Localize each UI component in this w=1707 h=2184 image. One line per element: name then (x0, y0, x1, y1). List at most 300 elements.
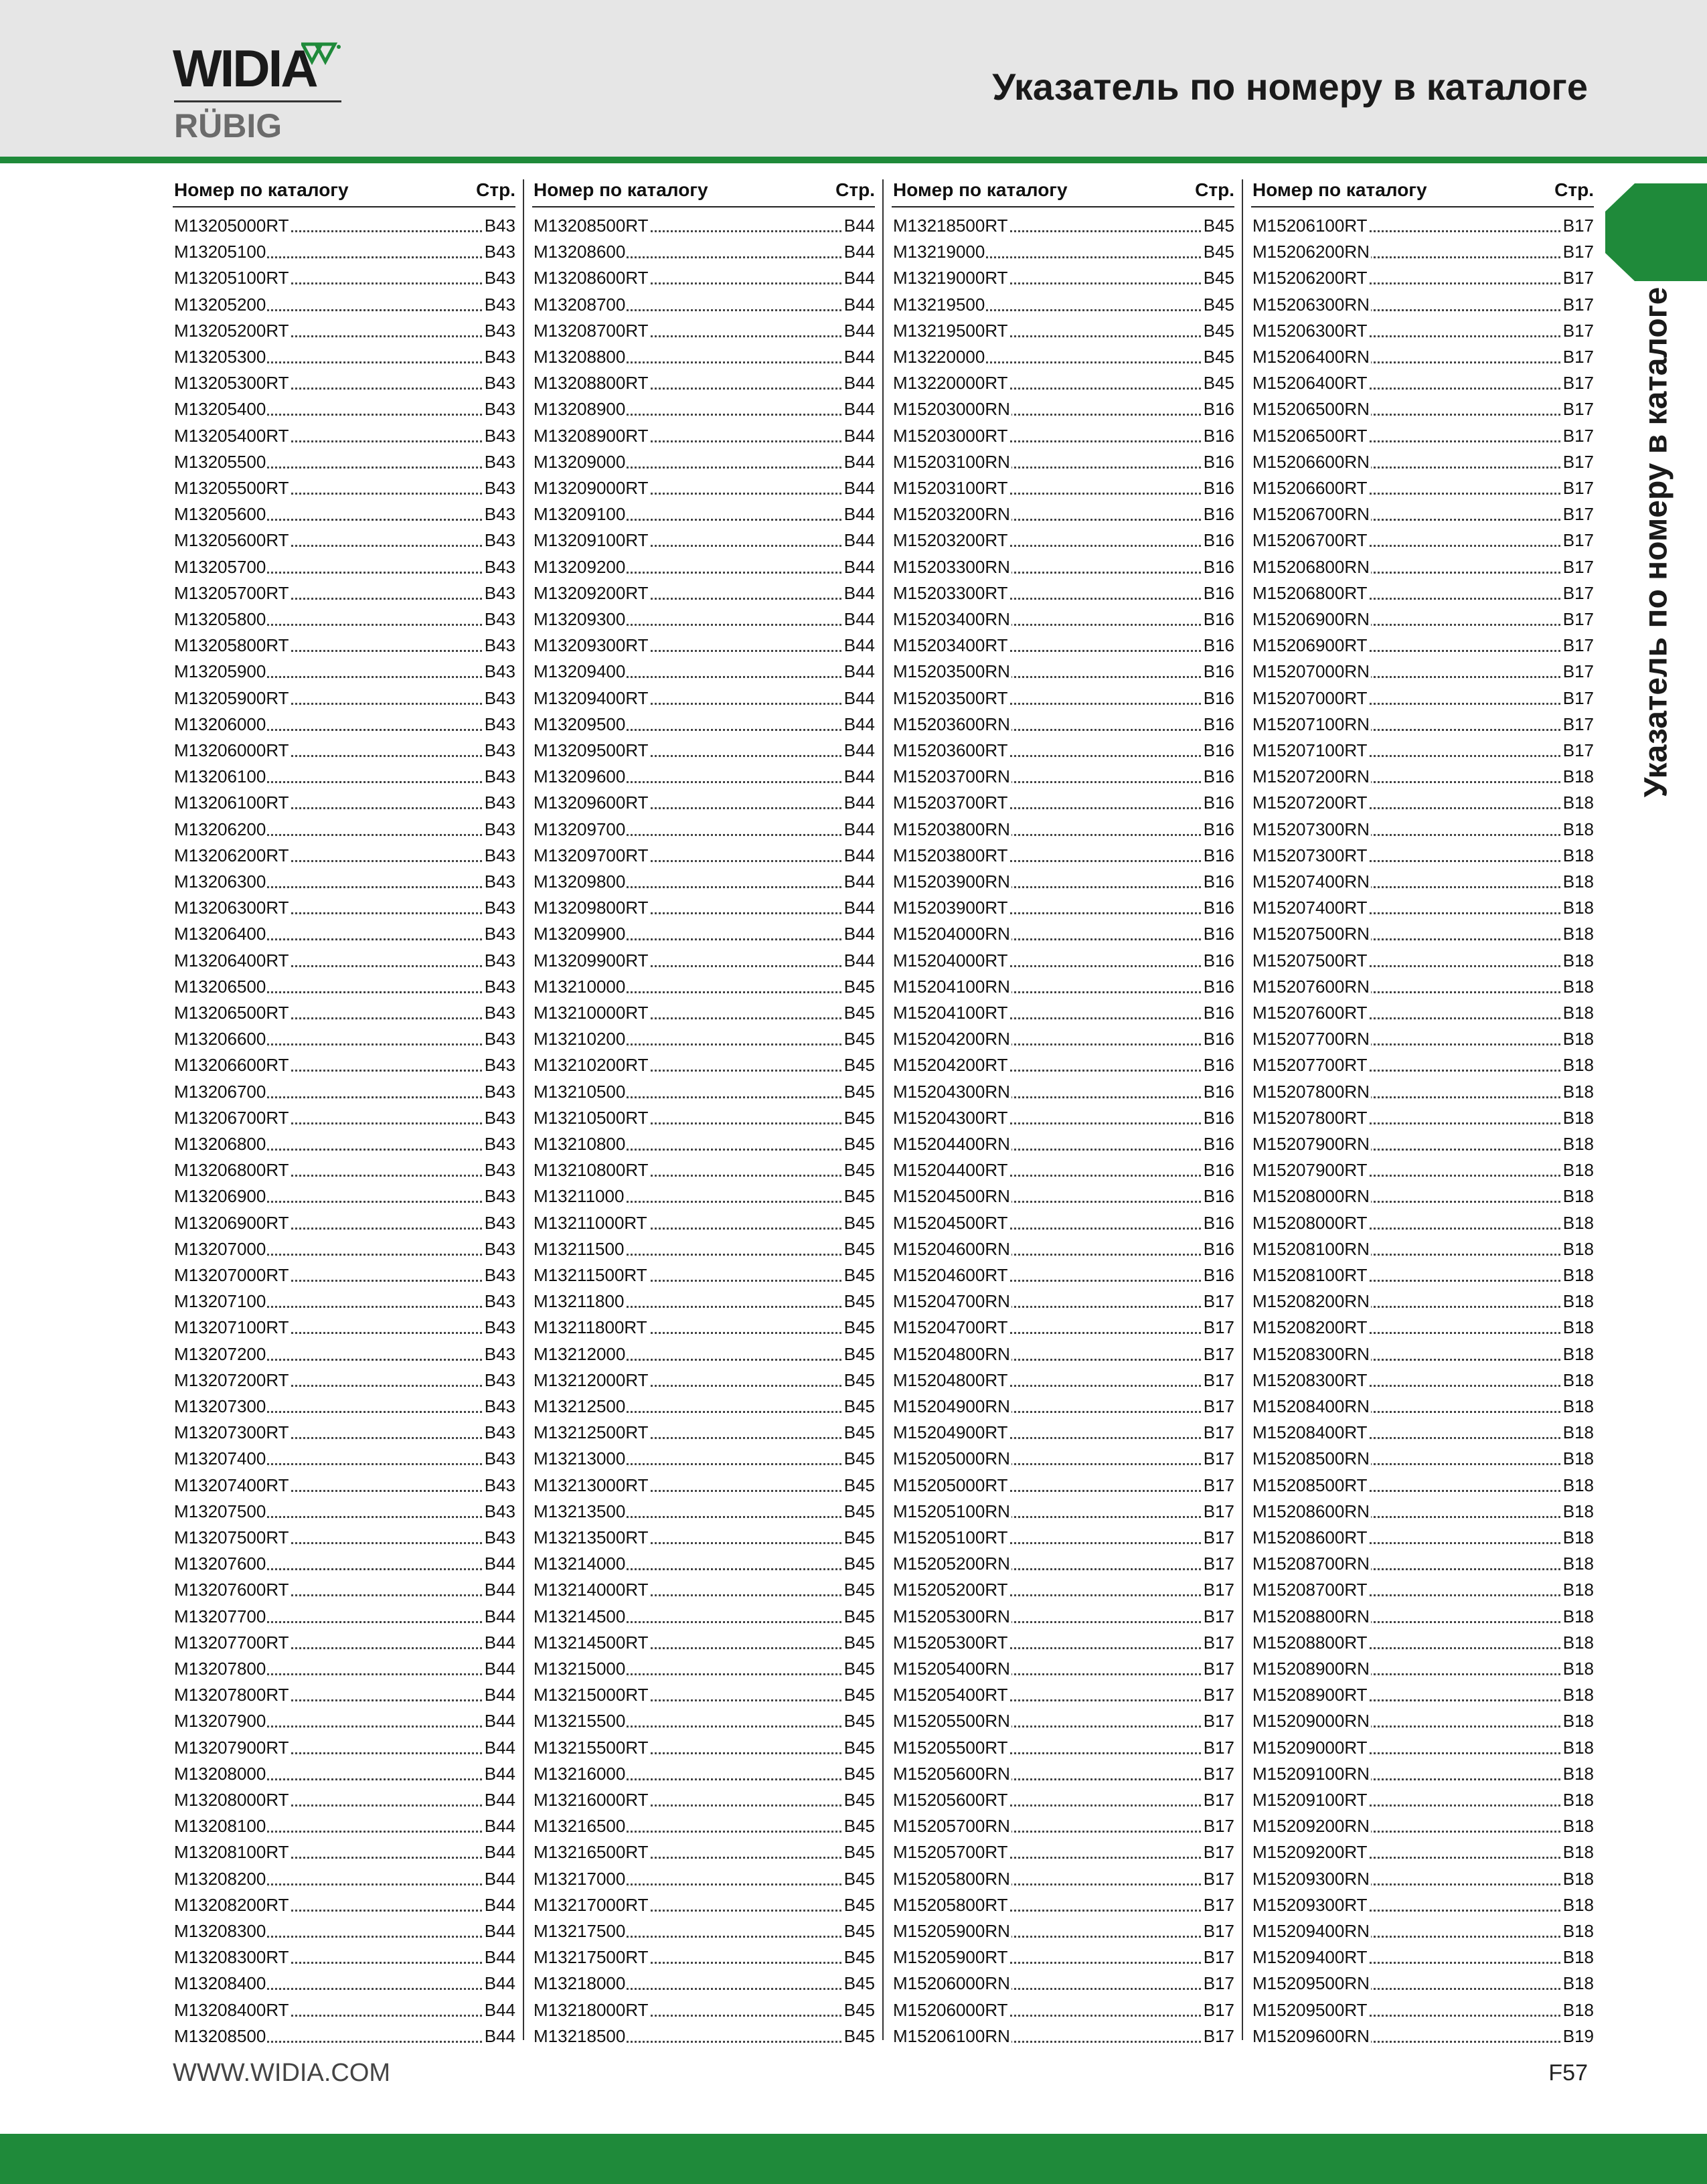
catalog-number: M13207800 (174, 1656, 267, 1682)
index-row (173, 948, 515, 974)
page-reference: B45 (843, 1183, 875, 1209)
catalog-number: M13209000RT (534, 475, 650, 501)
page-reference: B45 (843, 1918, 875, 1944)
catalog-number: M13212000 (534, 1341, 627, 1367)
index-row (173, 265, 515, 291)
catalog-number: M13213500 (534, 1499, 627, 1525)
catalog-number: M13206100RT (174, 790, 291, 816)
page-reference: B43 (483, 554, 515, 580)
index-row (892, 213, 1234, 239)
index-row (892, 1839, 1234, 1865)
page-reference: B17 (1202, 1499, 1234, 1525)
index-row (1251, 501, 1594, 527)
page-reference: B44 (843, 239, 875, 265)
catalog-number: M13209200 (534, 554, 627, 580)
page-reference: B18 (1562, 895, 1594, 921)
catalog-number: M13214000 (534, 1551, 627, 1577)
page-reference: B43 (483, 1446, 515, 1472)
catalog-number: M15205300RN (893, 1604, 1011, 1630)
page-reference: B43 (483, 1420, 515, 1446)
index-row (173, 738, 515, 764)
page-reference: B18 (1562, 1787, 1594, 1813)
index-row (532, 1813, 875, 1839)
page-reference: B45 (843, 1577, 875, 1603)
page-reference: B44 (483, 1918, 515, 1944)
catalog-number: M15208300RN (1252, 1341, 1371, 1367)
catalog-number: M13207600RT (174, 1577, 291, 1603)
catalog-number: M15208900RT (1252, 1682, 1369, 1708)
page-reference: B17 (1202, 1761, 1234, 1787)
catalog-number: M15208100RN (1252, 1236, 1371, 1262)
page-reference: B18 (1562, 1157, 1594, 1183)
catalog-number: M13209800RT (534, 895, 650, 921)
index-row (532, 1525, 875, 1551)
index-row (1251, 1079, 1594, 1105)
page-reference: B45 (843, 1473, 875, 1499)
logo-rubig-text: RÜBIG (174, 107, 282, 145)
catalog-number: M13206400RT (174, 948, 291, 974)
page-reference: B43 (483, 501, 515, 527)
catalog-number: M13220000RT (893, 370, 1009, 396)
page-reference: B44 (843, 370, 875, 396)
catalog-number: M13209500 (534, 711, 627, 738)
column-separator (882, 179, 884, 2040)
catalog-number: M13213500RT (534, 1525, 650, 1551)
catalog-number: M13207400 (174, 1446, 267, 1472)
index-row (1251, 711, 1594, 738)
catalog-number: M15205700RN (893, 1813, 1011, 1839)
index-row (532, 475, 875, 501)
catalog-number: M15208500RT (1252, 1473, 1369, 1499)
page-reference: B43 (483, 1105, 515, 1131)
index-row (1251, 1630, 1594, 1656)
page-reference: B18 (1562, 974, 1594, 1000)
catalog-number: M15206100RT (1252, 213, 1369, 239)
index-row (532, 1735, 875, 1761)
index-row (173, 1079, 515, 1105)
catalog-number: M13207300 (174, 1394, 267, 1420)
page-reference: B43 (483, 318, 515, 344)
catalog-number: M13206200 (174, 817, 267, 843)
page-reference: B16 (1202, 1210, 1234, 1236)
catalog-number: M13213000 (534, 1446, 627, 1472)
page-reference: B18 (1562, 1262, 1594, 1288)
catalog-number: M15209200RN (1252, 1813, 1371, 1839)
page-reference: B18 (1562, 1079, 1594, 1105)
catalog-number: M13207000 (174, 1236, 267, 1262)
page-reference: B18 (1562, 1341, 1594, 1367)
page-reference: B45 (843, 1944, 875, 1970)
index-row (173, 1630, 515, 1656)
catalog-number: M13206700 (174, 1079, 267, 1105)
index-row (532, 318, 875, 344)
page-reference: B17 (1202, 1473, 1234, 1499)
page-reference: B45 (1202, 239, 1234, 265)
catalog-number: M15205500RN (893, 1708, 1011, 1734)
catalog-number: M13210500RT (534, 1105, 650, 1131)
index-row (532, 948, 875, 974)
catalog-number: M13218000 (534, 1970, 627, 1997)
page-reference: B18 (1562, 1420, 1594, 1446)
catalog-number: M13205500RT (174, 475, 291, 501)
catalog-number: M15206600RT (1252, 475, 1369, 501)
page-reference: B18 (1562, 1970, 1594, 1997)
catalog-number: M15207400RN (1252, 869, 1371, 895)
catalog-number: M13214500 (534, 1604, 627, 1630)
index-row (892, 2023, 1234, 2049)
catalog-number: M15207700RT (1252, 1052, 1369, 1078)
page-reference: B18 (1562, 1577, 1594, 1603)
catalog-number: M13214000RT (534, 1577, 650, 1603)
catalog-number: M13208500 (174, 2023, 267, 2049)
index-row (1251, 1420, 1594, 1446)
catalog-number: M15208900RN (1252, 1656, 1371, 1682)
index-row (1251, 1787, 1594, 1813)
catalog-number: M15208600RN (1252, 1499, 1371, 1525)
catalog-number: M13220000 (893, 344, 986, 370)
catalog-number: M15209300RT (1252, 1892, 1369, 1918)
index-row (532, 1341, 875, 1367)
index-row (892, 527, 1234, 554)
page-reference: B43 (483, 1499, 515, 1525)
index-row (532, 1446, 875, 1472)
catalog-number: M13211500 (534, 1236, 625, 1262)
index-row (1251, 1866, 1594, 1892)
catalog-number: M13208200RT (174, 1892, 291, 1918)
index-row (1251, 423, 1594, 449)
index-row (892, 1604, 1234, 1630)
index-row (892, 1262, 1234, 1288)
page-reference: B45 (843, 1288, 875, 1315)
catalog-number: M13209800 (534, 869, 627, 895)
page-reference: B44 (483, 1551, 515, 1577)
header-catalog-number: Номер по каталогу (174, 179, 349, 200)
catalog-number: M15206400RT (1252, 370, 1369, 396)
index-row (532, 1656, 875, 1682)
index-row (1251, 1394, 1594, 1420)
page-reference: B45 (843, 1315, 875, 1341)
page-reference: B44 (483, 1997, 515, 2023)
index-row (892, 1997, 1234, 2023)
index-row (532, 1918, 875, 1944)
index-row (892, 1367, 1234, 1394)
page-reference: B45 (843, 1761, 875, 1787)
page-reference: B17 (1202, 1735, 1234, 1761)
catalog-number: M15204100RN (893, 974, 1011, 1000)
page-reference: B18 (1562, 921, 1594, 947)
page-reference: B44 (843, 843, 875, 869)
index-row (532, 1052, 875, 1078)
page-reference: B17 (1202, 1288, 1234, 1315)
catalog-number: M15206100RN (893, 2023, 1011, 2049)
page-reference: B18 (1562, 869, 1594, 895)
index-row (892, 396, 1234, 422)
index-row (173, 1394, 515, 1420)
index-row (892, 1551, 1234, 1577)
index-row (532, 1315, 875, 1341)
page-reference: B16 (1202, 974, 1234, 1000)
page-reference: B16 (1202, 1026, 1234, 1052)
page-reference: B43 (483, 1262, 515, 1288)
page-reference: B17 (1562, 370, 1594, 396)
index-row (1251, 1315, 1594, 1341)
catalog-number: M15206500RT (1252, 423, 1369, 449)
catalog-number: M13206300RT (174, 895, 291, 921)
catalog-number: M15203600RN (893, 711, 1011, 738)
page-reference: B43 (483, 1079, 515, 1105)
catalog-number: M13205400 (174, 396, 267, 422)
catalog-number: M15206200RT (1252, 265, 1369, 291)
catalog-number: M15204600RN (893, 1236, 1011, 1262)
index-row (173, 1944, 515, 1970)
index-row (892, 1079, 1234, 1105)
catalog-number: M13206500RT (174, 1000, 291, 1026)
catalog-number: M15204700RT (893, 1315, 1009, 1341)
index-row (532, 817, 875, 843)
index-column (892, 178, 1234, 2045)
page-reference: B45 (843, 1131, 875, 1157)
page-reference: B44 (483, 1682, 515, 1708)
page-reference: B43 (483, 213, 515, 239)
page-reference: B44 (483, 2023, 515, 2049)
index-row (173, 1052, 515, 1078)
index-row (892, 1341, 1234, 1367)
index-row (892, 239, 1234, 265)
catalog-number: M15204700RN (893, 1288, 1011, 1315)
catalog-number: M15207800RN (1252, 1079, 1371, 1105)
page-reference: B17 (1202, 2023, 1234, 2049)
page-reference: B44 (843, 580, 875, 606)
logo-divider (174, 100, 341, 102)
catalog-number: M13208300 (174, 1918, 267, 1944)
page-reference: B45 (843, 1105, 875, 1131)
catalog-number: M13209600RT (534, 790, 650, 816)
index-row (173, 475, 515, 501)
catalog-number: M13207500 (174, 1499, 267, 1525)
page-reference: B18 (1562, 1131, 1594, 1157)
page-reference: B16 (1202, 817, 1234, 843)
index-row (892, 1157, 1234, 1183)
page-reference: B18 (1562, 1473, 1594, 1499)
catalog-number: M13216500RT (534, 1839, 650, 1865)
catalog-number: M15203600RT (893, 738, 1009, 764)
index-row (173, 685, 515, 711)
index-row (892, 1630, 1234, 1656)
catalog-number: M13213000RT (534, 1473, 650, 1499)
index-row (532, 1839, 875, 1865)
index-row (1251, 1446, 1594, 1472)
page-reference: B43 (483, 1131, 515, 1157)
catalog-number: M15206300RT (1252, 318, 1369, 344)
catalog-number: M15209600RN (1252, 2023, 1371, 2049)
index-row (173, 1420, 515, 1446)
index-row (1251, 1892, 1594, 1918)
page-reference: B17 (1202, 1918, 1234, 1944)
catalog-number: M15203100RT (893, 475, 1009, 501)
catalog-number: M13216000RT (534, 1787, 650, 1813)
index-row (173, 1918, 515, 1944)
page-reference: B43 (483, 527, 515, 554)
catalog-number: M13211000RT (534, 1210, 649, 1236)
index-row (532, 580, 875, 606)
index-row (173, 633, 515, 659)
page-reference: B17 (1202, 1813, 1234, 1839)
page-reference: B18 (1562, 1997, 1594, 2023)
index-row (1251, 1000, 1594, 1026)
page-reference: B16 (1202, 1079, 1234, 1105)
page-reference: B17 (1202, 1682, 1234, 1708)
index-row (173, 974, 515, 1000)
index-row (892, 948, 1234, 974)
page-reference: B17 (1202, 1997, 1234, 2023)
index-row (892, 1131, 1234, 1157)
page-reference: B43 (483, 606, 515, 633)
page-reference: B16 (1202, 501, 1234, 527)
page-reference: B16 (1202, 948, 1234, 974)
catalog-number: M13206300 (174, 869, 267, 895)
index-row (173, 239, 515, 265)
index-row (892, 895, 1234, 921)
catalog-number: M15204500RN (893, 1183, 1011, 1209)
index-row (892, 606, 1234, 633)
index-row (173, 501, 515, 527)
page-reference: B17 (1562, 554, 1594, 580)
index-row (892, 974, 1234, 1000)
page-reference: B43 (483, 265, 515, 291)
index-row (532, 213, 875, 239)
page-reference: B44 (843, 633, 875, 659)
index-row (892, 1394, 1234, 1420)
page-reference: B17 (1562, 213, 1594, 239)
index-row (173, 1997, 515, 2023)
catalog-number: M13209100 (534, 501, 627, 527)
header-page: Стр. (1554, 179, 1594, 200)
index-row (892, 1577, 1234, 1603)
catalog-number: M13206800 (174, 1131, 267, 1157)
page-reference: B43 (483, 1026, 515, 1052)
index-row (173, 1892, 515, 1918)
page-reference: B18 (1562, 1866, 1594, 1892)
page-reference: B43 (483, 869, 515, 895)
catalog-number: M15208200RT (1252, 1315, 1369, 1341)
page-reference: B18 (1562, 1551, 1594, 1577)
catalog-number: M15203700RN (893, 764, 1011, 790)
index-row (1251, 1183, 1594, 1209)
page-reference: B18 (1562, 1944, 1594, 1970)
index-row (1251, 318, 1594, 344)
catalog-number: M15209400RN (1252, 1918, 1371, 1944)
page-reference: B17 (1202, 1341, 1234, 1367)
catalog-number: M15203500RN (893, 659, 1011, 685)
index-row (532, 1787, 875, 1813)
catalog-number: M13211500RT (534, 1262, 649, 1288)
page-reference: B44 (483, 1735, 515, 1761)
index-row (1251, 606, 1594, 633)
index-row (892, 1000, 1234, 1026)
index-row (173, 895, 515, 921)
page-reference: B44 (483, 1892, 515, 1918)
page-reference: B16 (1202, 1052, 1234, 1078)
page-reference: B16 (1202, 633, 1234, 659)
catalog-number: M15205000RN (893, 1446, 1011, 1472)
index-row (173, 213, 515, 239)
page-reference: B18 (1562, 764, 1594, 790)
page-reference: B16 (1202, 1105, 1234, 1131)
page-reference: B44 (843, 265, 875, 291)
index-row (532, 396, 875, 422)
catalog-number: M15205200RT (893, 1577, 1009, 1603)
catalog-number: M15203900RT (893, 895, 1009, 921)
page-reference: B18 (1562, 1052, 1594, 1078)
index-row (892, 1761, 1234, 1787)
catalog-number: M13211800RT (534, 1315, 649, 1341)
catalog-number: M15207600RN (1252, 974, 1371, 1000)
index-row (892, 1446, 1234, 1472)
index-row (532, 1210, 875, 1236)
catalog-number: M15209200RT (1252, 1839, 1369, 1865)
index-row (532, 501, 875, 527)
index-row (1251, 292, 1594, 318)
page-reference: B17 (1202, 1367, 1234, 1394)
page-reference: B43 (483, 817, 515, 843)
index-row (892, 1105, 1234, 1131)
index-row (532, 1997, 875, 2023)
page-reference: B44 (843, 475, 875, 501)
page-reference: B44 (483, 1944, 515, 1970)
index-row (532, 1183, 875, 1209)
catalog-number: M13205900RT (174, 685, 291, 711)
index-row (173, 449, 515, 475)
page-reference: B18 (1562, 1892, 1594, 1918)
page-reference: B43 (483, 475, 515, 501)
column-separator (1242, 179, 1243, 2040)
index-row (532, 606, 875, 633)
catalog-number: M13205400RT (174, 423, 291, 449)
index-row (1251, 1236, 1594, 1262)
catalog-number: M13205700RT (174, 580, 291, 606)
page-reference: B16 (1202, 475, 1234, 501)
page-reference: B45 (843, 1866, 875, 1892)
catalog-number: M15207900RT (1252, 1157, 1369, 1183)
index-row (1251, 1761, 1594, 1787)
column-separator (523, 179, 524, 2040)
page-reference: B45 (843, 1367, 875, 1394)
index-row (892, 1708, 1234, 1734)
page-reference: B18 (1562, 1525, 1594, 1551)
index-row (1251, 1944, 1594, 1970)
catalog-number: M13216500 (534, 1813, 627, 1839)
index-row (532, 1682, 875, 1708)
page-reference: B44 (843, 554, 875, 580)
footer-website-link[interactable]: WWW.WIDIA.COM (173, 2059, 391, 2087)
catalog-number: M15208700RN (1252, 1551, 1371, 1577)
index-row (173, 1131, 515, 1157)
page-reference: B17 (1202, 1446, 1234, 1472)
page-reference: B16 (1202, 711, 1234, 738)
index-row (532, 1105, 875, 1131)
index-row (892, 1813, 1234, 1839)
catalog-number: M13205800 (174, 606, 267, 633)
index-row (1251, 1577, 1594, 1603)
index-row (892, 449, 1234, 475)
catalog-number: M15208400RT (1252, 1420, 1369, 1446)
catalog-number: M13212000RT (534, 1367, 650, 1394)
catalog-number: M15205200RN (893, 1551, 1011, 1577)
catalog-number: M15206800RN (1252, 554, 1371, 580)
catalog-number: M15208100RT (1252, 1262, 1369, 1288)
catalog-number: M13210200 (534, 1026, 627, 1052)
catalog-number: M13208700RT (534, 318, 650, 344)
